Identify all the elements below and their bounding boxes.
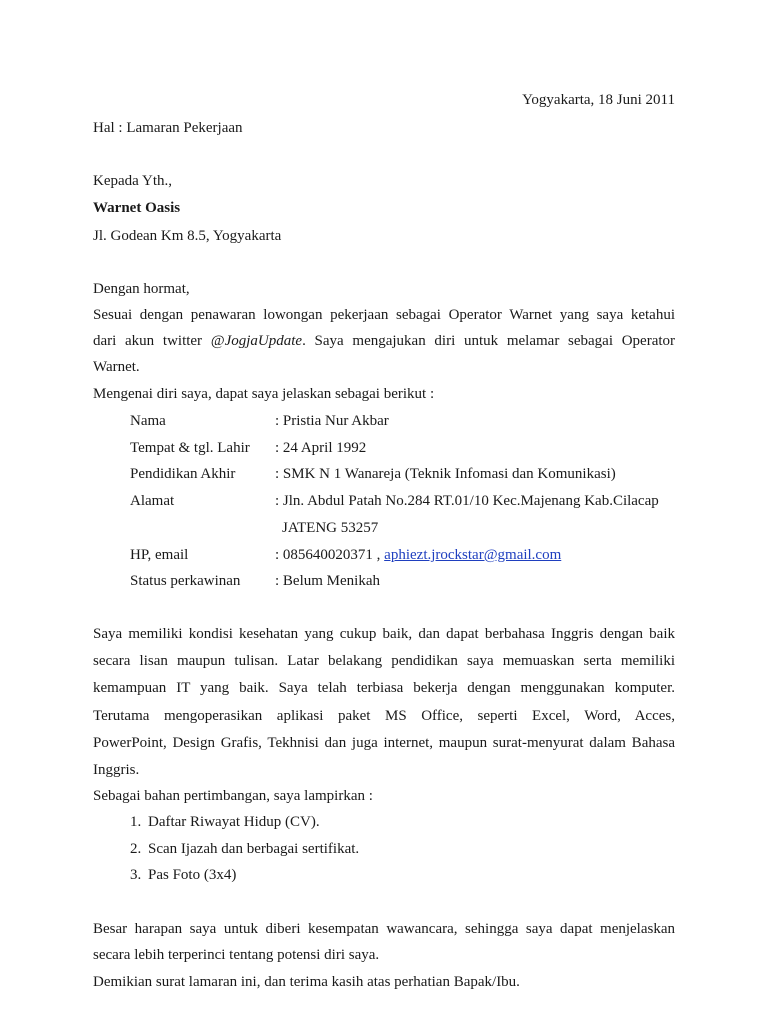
intro-line-2 (93, 332, 675, 350)
body-line: Inggris. (93, 762, 140, 778)
detail-value: : Belum Menikah (275, 573, 380, 589)
intro-text: . Saya mengajukan diri untuk melamar sebagai Operator (302, 333, 676, 349)
subject-line: Hal : Lamaran Pekerjaan (93, 120, 243, 136)
body-line: secara lisan maupun tulisan. Latar belakang pendidikan saya memuaskan serta memiliki (93, 653, 675, 669)
attachment-number: 3. (130, 867, 142, 883)
attachment-item: Scan Ijazah dan berbagai sertifikat. (148, 841, 360, 857)
email-link[interactable]: aphiezt.jrockstar@gmail.com (384, 547, 562, 563)
closing-line: Demikian surat lamaran ini, dan terima kasih atas perhatian Bapak/Ibu. (93, 974, 520, 990)
recipient-address: Jl. Godean Km 8.5, Yogyakarta (93, 228, 282, 244)
recipient-name (93, 199, 180, 217)
detail-value: : Pristia Nur Akbar (275, 413, 389, 429)
body-line: Terutama mengoperasikan aplikasi paket MS Office, seperti Excel, Word, Acces, (93, 708, 675, 724)
detail-label: Status perkawinan (130, 573, 241, 589)
detail-label: Nama (130, 413, 166, 429)
twitter-handle: @JogjaUpdate (210, 333, 303, 349)
attachment-number: 1. (130, 814, 142, 830)
intro-line-3: Warnet. (93, 359, 140, 375)
detail-value: : Jln. Abdul Patah No.284 RT.01/10 Kec.Majenang Kab.Cilacap (275, 493, 659, 509)
closing-line: Besar harapan saya untuk diberi kesempatan wawancara, sehingga saya dapat menjelaskan (93, 921, 675, 937)
intro-text: dari akun twitter (93, 333, 203, 349)
detail-value: : SMK N 1 Wanareja (Teknik Infomasi dan Komunikasi) (275, 466, 616, 482)
body-line: kemampuan IT yang baik. Saya telah terbiasa bekerja dengan menggunakan komputer. (93, 680, 675, 696)
date-line: Yogyakarta, 18 Juni 2011 (522, 92, 675, 108)
body-line: Saya memiliki kondisi kesehatan yang cukup baik, dan dapat berbahasa Inggris dengan baik (93, 626, 675, 642)
closing-line: secara lebih terperinci tentang potensi diri saya. (93, 947, 380, 963)
phone: : 085640020371 , (275, 547, 381, 563)
recipient-name-text: Warnet Oasis (93, 200, 181, 216)
attachment-item: Daftar Riwayat Hidup (CV). (148, 814, 320, 830)
detail-label: Tempat & tgl. Lahir (130, 440, 250, 456)
detail-label: HP, email (130, 547, 189, 563)
detail-label: Alamat (130, 493, 175, 509)
body-line: PowerPoint, Design Grafis, Tekhnisi dan juga internet, maupun surat-menyurat dalam Bahasa (93, 735, 675, 751)
intro-line-1: Sesuai dengan penawaran lowongan pekerjaan sebagai Operator Warnet yang saya ketahui (93, 307, 675, 323)
attachments-intro: Sebagai bahan pertimbangan, saya lampirkan : (93, 788, 373, 804)
detail-value-cont: JATENG 53257 (282, 520, 379, 536)
detail-value (275, 546, 561, 564)
salutation: Dengan hormat, (93, 281, 190, 297)
attachment-item: Pas Foto (3x4) (148, 867, 237, 883)
recipient-greeting: Kepada Yth., (93, 173, 172, 189)
attachment-number: 2. (130, 841, 142, 857)
detail-label: Pendidikan Akhir (130, 466, 236, 482)
detail-value: : 24 April 1992 (275, 440, 367, 456)
details-intro: Mengenai diri saya, dapat saya jelaskan sebagai berikut : (93, 386, 435, 402)
